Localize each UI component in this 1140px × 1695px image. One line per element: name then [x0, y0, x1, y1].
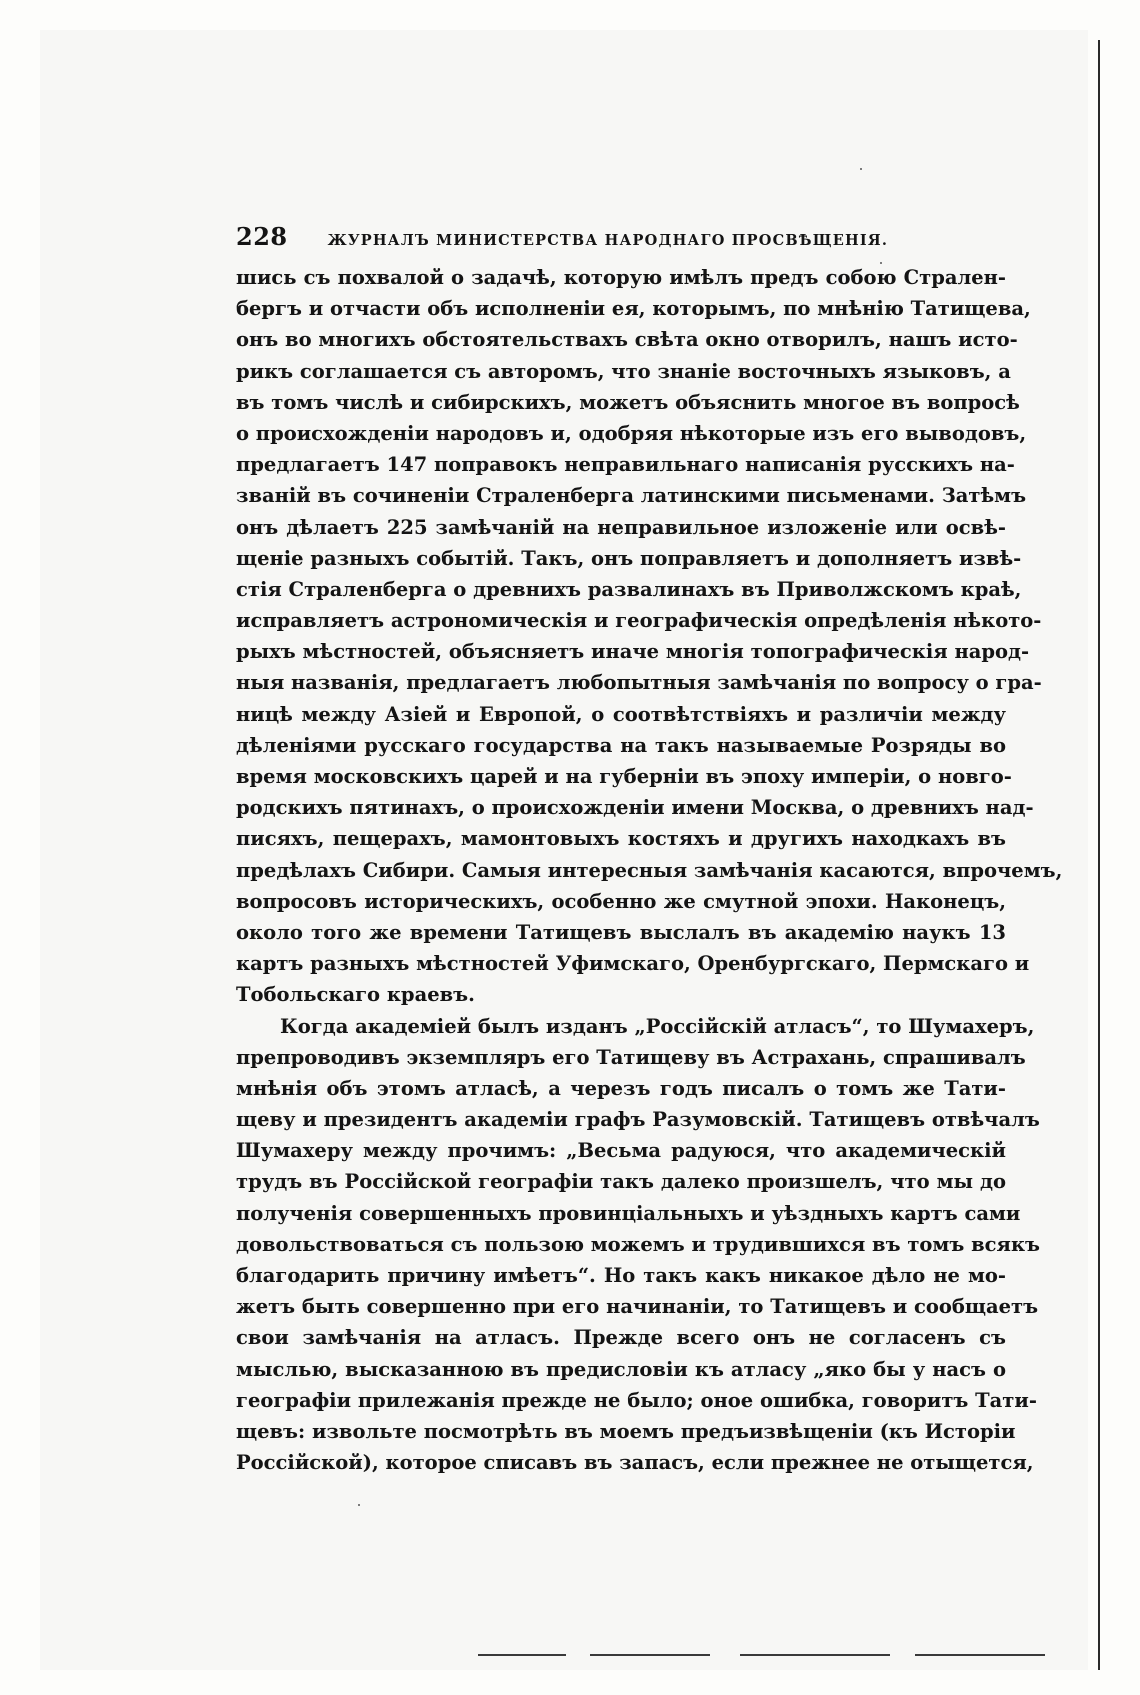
text-line: около того же времени Татищевъ выслалъ въ академію наукъ 13	[236, 920, 1006, 944]
text-line: писяхъ, пещерахъ, мамонтовыхъ костяхъ и другихъ находкахъ въ	[236, 827, 1006, 851]
text-line: щеву и президентъ академіи графъ Разумовскій. Татищевъ отвѣчалъ	[236, 1108, 1040, 1132]
text-line: препроводивъ экземпляръ его Татищеву въ Астрахань, спрашивалъ	[236, 1045, 1026, 1069]
paragraph	[236, 262, 1063, 1011]
body-text	[236, 262, 1063, 1478]
journal-title: ЖУРНАЛЪ МИНИСТЕРСТВА НАРОДНАГО ПРОСВѢЩЕНІЯ.	[327, 232, 889, 249]
text-line: ницѣ между Азіей и Европой, о соотвѣтствіяхъ и различіи между	[236, 702, 1006, 726]
scan-border-line	[1098, 40, 1100, 1670]
text-line: Когда академіей былъ изданъ „Россійскій атласъ“, то Шумахеръ,	[280, 1014, 1035, 1038]
text-line: стія Страленберга о древнихъ развалинахъ въ Приволжскомъ краѣ,	[236, 577, 1022, 601]
text-line: бергъ и отчасти объ исполненіи ея, которымъ, по мнѣнію Татищева,	[236, 297, 1031, 321]
text-line: о происхожденіи народовъ и, одобряя нѣкоторые изъ его выводовъ,	[236, 421, 1027, 445]
text-line: мыслью, высказанною въ предисловіи къ атласу „яко бы у насъ о	[236, 1357, 1006, 1381]
scan-bottom-mark	[915, 1654, 1045, 1656]
running-header	[236, 222, 906, 252]
text-line: щеніе разныхъ событій. Такъ, онъ поправляетъ и дополняетъ извѣ-	[236, 546, 1022, 570]
scan-speck	[860, 168, 862, 170]
text-line: Шумахеру между прочимъ: „Весьма радуюся, что академическій	[236, 1139, 1006, 1163]
text-line: въ томъ числѣ и сибирскихъ, можетъ объяснить многое въ вопросѣ	[236, 390, 1020, 414]
text-line: благодарить причину имѣетъ“. Но такъ какъ никакое дѣло не мо-	[236, 1264, 1006, 1287]
page-number: 228	[236, 222, 288, 251]
text-line: ныя названія, предлагаетъ любопытныя замѣчанія по вопросу о гра-	[236, 671, 1042, 695]
text-line: Россійской), которое списавъ въ запасъ, если прежнее не отыщется,	[236, 1451, 1034, 1475]
text-line: рыхъ мѣстностей, объясняетъ иначе многія топографическія народ-	[236, 640, 1030, 664]
text-line: Тобольскаго краевъ.	[236, 983, 475, 1007]
text-line: картъ разныхъ мѣстностей Уфимскаго, Оренбургскаго, Пермскаго и	[236, 952, 1030, 976]
scan-speck	[358, 1504, 360, 1506]
text-line: рикъ соглашается съ авторомъ, что знаніе восточныхъ языковъ, а	[236, 359, 1011, 383]
text-line: щевъ: извольте посмотрѣть въ моемъ предъизвѣщеніи (къ Исторіи	[236, 1419, 1016, 1443]
text-line: званій въ сочиненіи Страленберга латинскими письменами. Затѣмъ	[236, 484, 1027, 508]
scan-bottom-mark	[590, 1654, 710, 1656]
text-line: свои замѣчанія на атласъ. Прежде всего онъ не согласенъ съ	[236, 1326, 1006, 1350]
text-line: вопросовъ историческихъ, особенно же смутной эпохи. Наконецъ,	[236, 889, 1006, 913]
text-line: географіи прилежанія прежде не было; оное ошибка, говоритъ Тати-	[236, 1388, 1037, 1412]
text-line: родскихъ пятинахъ, о происхожденіи имени Москва, о древнихъ над-	[236, 796, 1034, 820]
scan-bottom-mark	[478, 1654, 566, 1656]
text-line: предлагаетъ 147 поправокъ неправильнаго написанія русскихъ на-	[236, 453, 1015, 477]
text-line: дѣленіями русскаго государства на такъ называемые Розряды во	[236, 733, 1006, 757]
text-line: предѣлахъ Сибири. Самыя интересныя замѣчанія касаются, впрочемъ,	[236, 858, 1063, 882]
text-line: исправляетъ астрономическія и географическія опредѣленія нѣкото-	[236, 609, 1042, 633]
text-line: шись съ похвалой о задачѣ, которую имѣлъ предъ собою Стрален-	[236, 266, 1006, 289]
text-line: время московскихъ царей и на губерніи въ эпоху имперіи, о новго-	[236, 765, 1012, 788]
text-line: онъ во многихъ обстоятельствахъ свѣта окно отворилъ, нашъ исто-	[236, 328, 1018, 352]
text-line: трудъ въ Россійской географіи такъ далеко произшелъ, что мы до	[236, 1170, 1006, 1194]
text-line: мнѣнія объ этомъ атласѣ, а черезъ годъ писалъ о томъ же Тати-	[236, 1076, 1006, 1100]
text-line: полученія совершенныхъ провинціальныхъ и уѣздныхъ картъ сами	[236, 1201, 1021, 1225]
text-line: жетъ быть совершенно при его начинаніи, то Татищевъ и сообщаетъ	[236, 1295, 1039, 1319]
scan-bottom-mark	[740, 1654, 890, 1656]
paragraph	[236, 1011, 1040, 1479]
text-line: онъ дѣлаетъ 225 замѣчаній на неправильное изложеніе или освѣ-	[236, 515, 1006, 539]
text-line: довольствоваться съ пользою можемъ и трудившихся въ томъ всякъ	[236, 1232, 1040, 1256]
